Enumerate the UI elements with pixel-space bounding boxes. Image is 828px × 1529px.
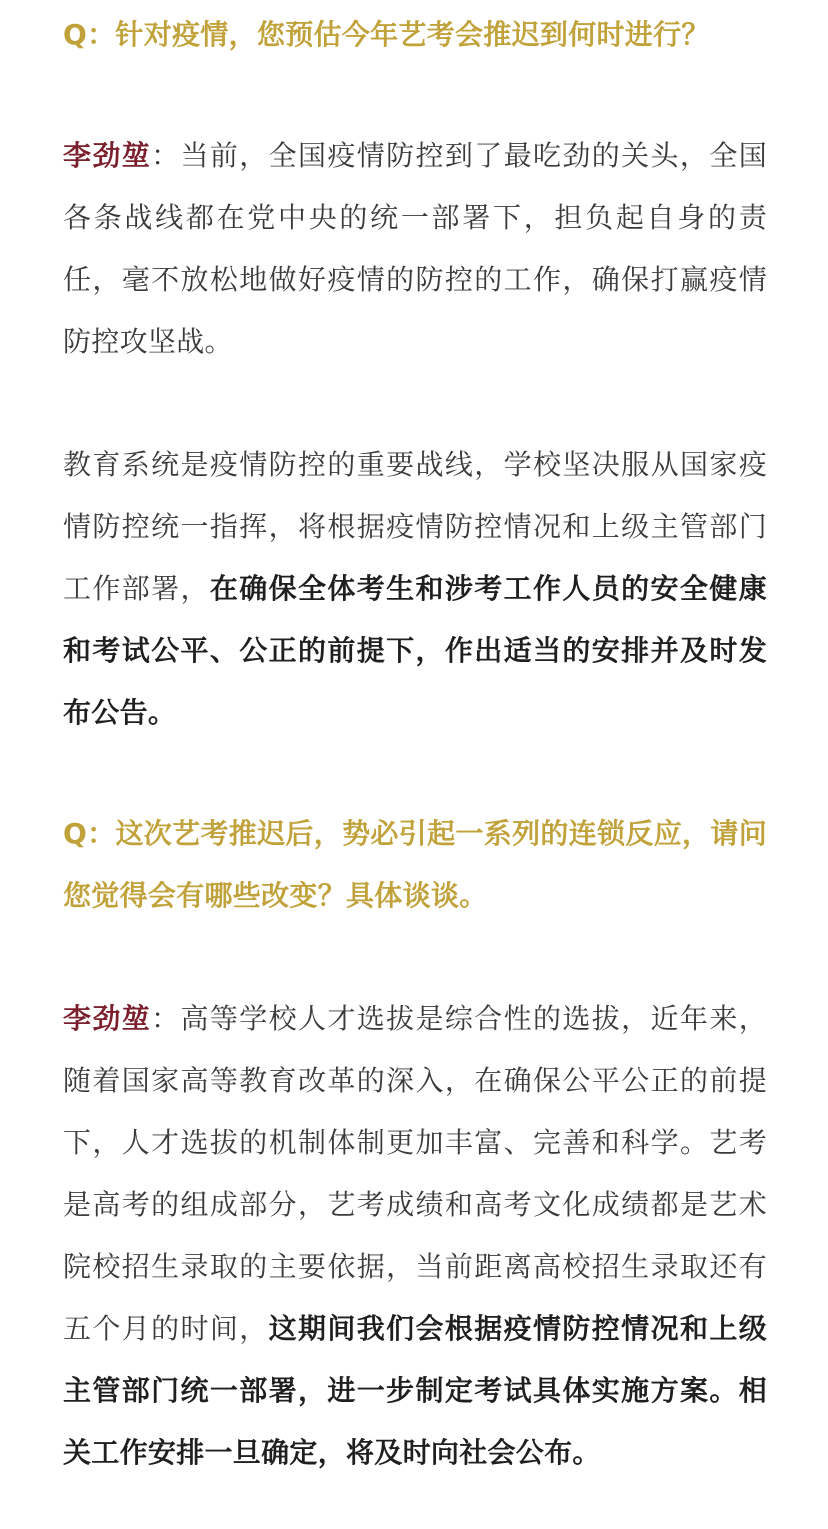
answer-3 [63, 988, 767, 1484]
answer-1-text: ：当前，全国疫情防控到了最吃劲的关头，全国各条战线都在党中央的统一部署下，担负起自身的责任，毫不放松地做好疫情的防控的工作，确保打赢疫情防控攻坚战。 [63, 139, 767, 358]
answer-1 [63, 125, 767, 373]
question-2-text: Q：这次艺考推迟后，势必引起一系列的连锁反应，请问您觉得会有哪些改变？具体谈谈。 [63, 817, 767, 912]
answer-2-text: 教育系统是疫情防控的重要战线，学校坚决服从国家疫情防控统一指挥，将根据疫情防控情况和上级主管部门工作部署， [63, 448, 767, 605]
speaker-name: 李劲堃 [63, 1002, 152, 1035]
answer-3-bold-text: 这期间我们会根据疫情防控情况和上级主管部门统一部署，进一步制定考试具体实施方案。相关工作安排一旦确定，将及时向社会公布。 [63, 1312, 767, 1469]
speaker-name: 李劲堃 [63, 139, 152, 172]
answer-3-text: ：高等学校人才选拔是综合性的选拔，近年来，随着国家高等教育改革的深入，在确保公平公正的前提下，人才选拔的机制体制更加丰富、完善和科学。艺考是高考的组成部分，艺考成绩和高考文化成绩都是艺术院校招生录取的主要依据，当前距离高校招生录取还有五个月的时间， [63, 1002, 767, 1345]
question-1 [63, 4, 710, 66]
answer-2-bold-text: 在确保全体考生和涉考工作人员的安全健康和考试公平、公正的前提下，作出适当的安排并及时发布公告。 [63, 572, 767, 729]
answer-2 [63, 434, 767, 744]
question-2 [63, 803, 767, 927]
question-1-text: Q：针对疫情，您预估今年艺考会推迟到何时进行？ [63, 18, 710, 51]
